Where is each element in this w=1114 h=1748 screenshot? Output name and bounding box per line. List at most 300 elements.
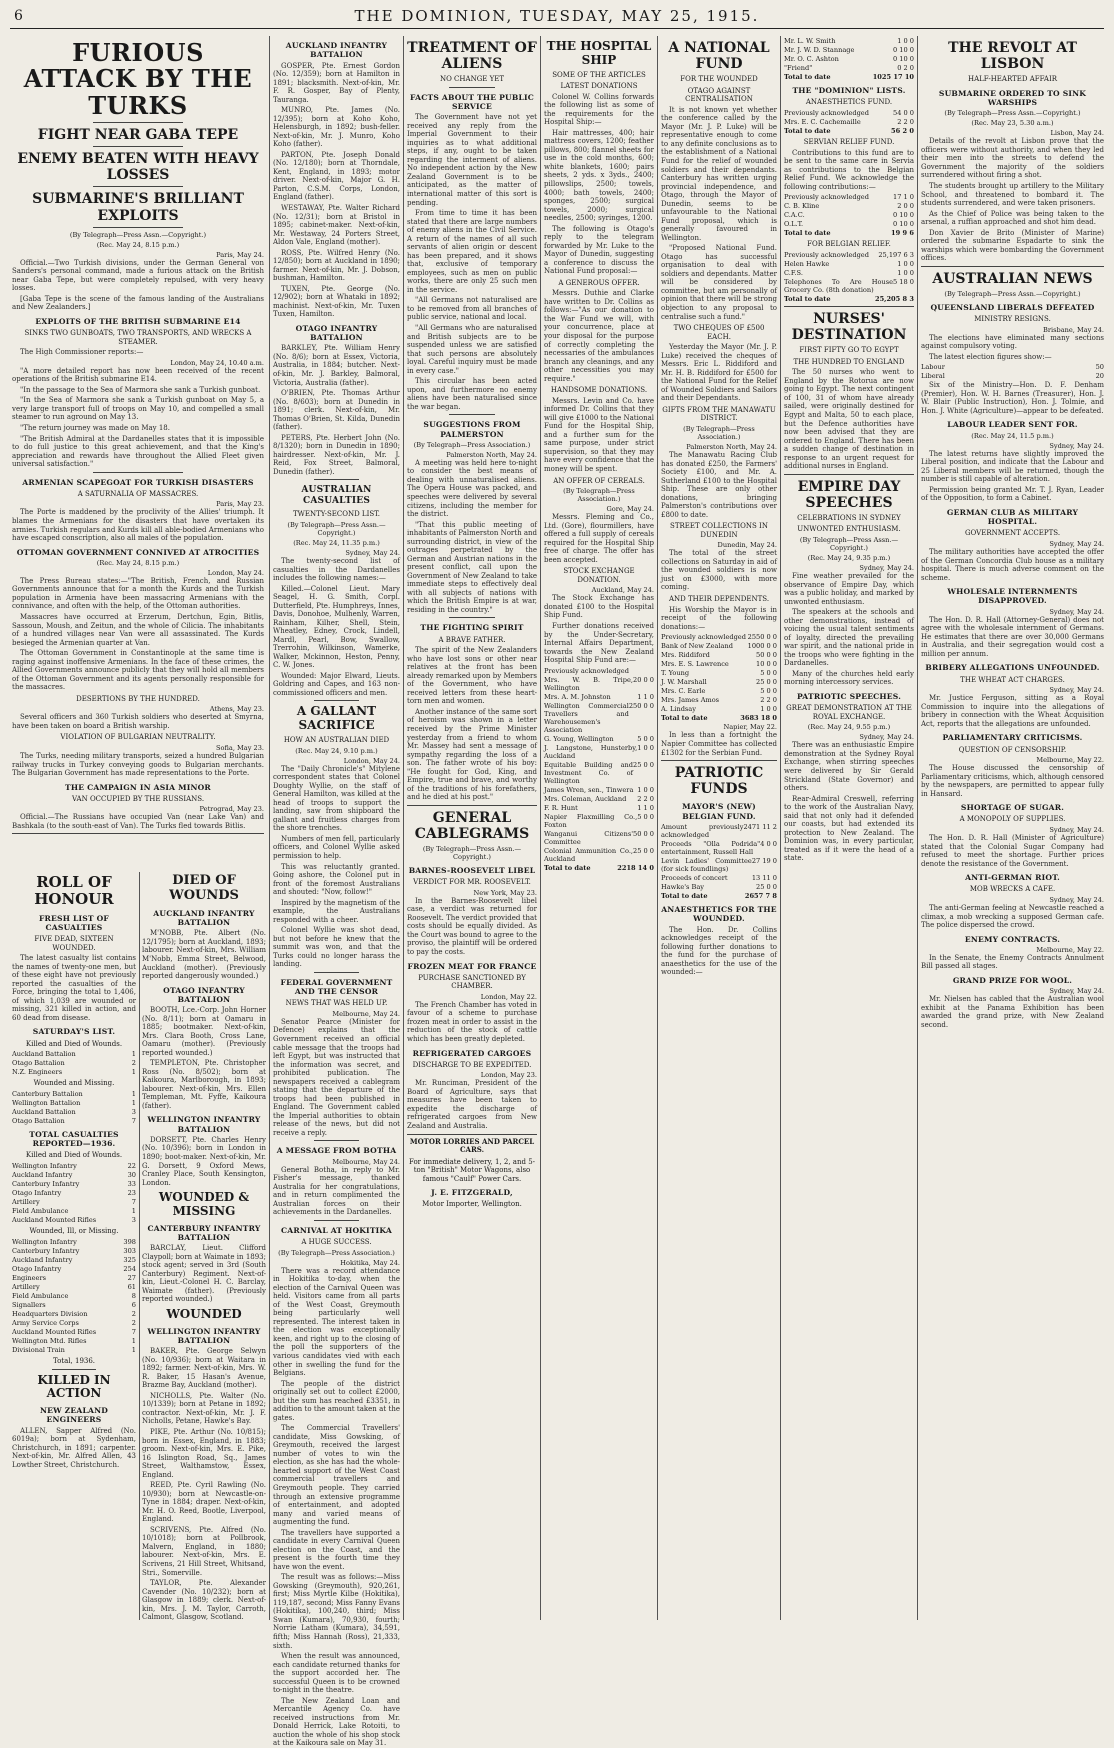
article-paragraph: The anti-German feeling at Newcastle reached a climax, a mob wrecking a supposed German cafe. The police dispersed the crowd. bbox=[921, 903, 1104, 930]
article-paragraph: Inspired by the magnetism of the example, the Australians responded with a cheer. bbox=[273, 898, 400, 924]
article-paragraph: "In the passage to the Sea of Marmora she sank a Turkish gunboat. bbox=[20, 385, 261, 394]
article-paragraph: Don Xavier de Brito (Minister of Marine) ordered the submarine Espadarte to sink the warships which were bombarding the Government offices. bbox=[921, 228, 1104, 263]
list-label: Field Ambulance bbox=[12, 1291, 69, 1300]
list-row bbox=[544, 744, 654, 760]
list-row bbox=[12, 1171, 136, 1179]
section-subheading: OTAGO AGAINST CENTRALISATION bbox=[685, 86, 753, 104]
section-subheading: GOVERNMENT ACCEPTS. bbox=[964, 529, 1061, 538]
list-value: 2 bbox=[131, 1059, 136, 1068]
article-paragraph: NICHOLLS, Pte. Walter (No. 10/1339); born at Petane in 1892; contractor. Next-of-kin, Mr. J. F. Nicholls, Petane, Hawke's Bay. bbox=[142, 1391, 266, 1426]
dateline: London, May 23. bbox=[480, 1071, 537, 1080]
article-paragraph: The military authorities have accepted the offer of the German Concordia Club house as a military hospital. There is much adverse comment on the scheme. bbox=[921, 548, 1104, 582]
column-rule bbox=[540, 36, 541, 1620]
article-paragraph: The House discussed the censorship of Parliamentary criticisms, which, although censored by the newspapers, are permitted to appear fully in Hansard. bbox=[921, 764, 1104, 798]
article-paragraph: "A more detailed report has now been received of the recent operations of the British submarine E14. bbox=[12, 366, 264, 384]
list-row bbox=[12, 1247, 136, 1255]
dateline: Paris, May 23. bbox=[216, 500, 264, 509]
dateline: London, May 24, 10.40 a.m. bbox=[170, 358, 264, 367]
list-subheading: Killed and Died of Wounds. bbox=[25, 1151, 123, 1160]
list-value: 20 0 0 bbox=[633, 675, 654, 684]
dateline: Melbourne, May 24. bbox=[332, 1157, 400, 1166]
credit-line: (By Telegraph—Press Association.) bbox=[413, 440, 531, 449]
section-heading: EXPLOITS OF THE BRITISH SUBMARINE E14 bbox=[35, 316, 241, 326]
article-paragraph: The Stock Exchange has donated £100 to the Hospital Ship Fund. bbox=[544, 594, 654, 620]
section-subheading: SOME OF THE ARTICLES bbox=[552, 70, 646, 79]
article-paragraph: BARCLAY, Lieut. Clifford Claypoll; born at Waimate in 1893; stock agent; served in 3rd (South Canterbury) Regiment. Next-of-kin, Lieut.-Colonel H. C. Barclay, Waimate (father). (Previously reported wounded.) bbox=[142, 1244, 266, 1304]
column-roll-of-honour bbox=[12, 870, 136, 1622]
section-heading: AUSTRALIAN CASUALTIES bbox=[301, 485, 372, 507]
article-paragraph: Many of the churches held early morning intercessory services. bbox=[784, 669, 914, 687]
list-row bbox=[12, 1090, 136, 1098]
section-heading: PATRIOTIC FUNDS bbox=[674, 765, 764, 798]
total-label: Total to date bbox=[661, 892, 708, 900]
list-item bbox=[544, 667, 654, 675]
article-paragraph: The speakers at the schools and other demonstrations, instead of voicing the usual talent sentiments of loyalty, directed the prevailing war spirit, and the national pride in the troops who were fighting in the Dardanelles. bbox=[784, 608, 914, 668]
election-list bbox=[921, 363, 1104, 380]
section-subheading: NO CHANGE YET bbox=[439, 75, 505, 84]
list-row bbox=[12, 1059, 136, 1067]
list-label: Auckland Infantry bbox=[12, 1170, 73, 1179]
list-label: Proceeds "Olla Podrida" entertainment, Russell Hall bbox=[661, 839, 761, 856]
donation-list bbox=[784, 251, 914, 294]
list-value: 303 bbox=[123, 1246, 136, 1255]
list-row bbox=[12, 1292, 136, 1300]
article-paragraph: As the Chief of Police was being taken to the arsenal, a ruffian approached and shot him dead. bbox=[921, 209, 1104, 227]
article-paragraph: PIKE, Pte. Arthur (No. 10/815); born in Essex, England, in 1883; groom. Next-of-kin, Mrs. E. Pike, 16 Islington Road, Sq., James Street, Walthamstow, Essex, England. bbox=[142, 1428, 266, 1479]
list-value: 1 bbox=[131, 1346, 136, 1354]
list-label: Headquarters Division bbox=[12, 1309, 88, 1318]
list-label: Auckland Mounted Rifles bbox=[12, 1327, 97, 1336]
list-row bbox=[661, 883, 777, 891]
list-value: 254 bbox=[123, 1264, 136, 1273]
section-subheading: MINISTRY RESIGNS. bbox=[974, 315, 1051, 324]
list-label: Helen Hawke bbox=[784, 259, 830, 268]
list-value: 1 bbox=[131, 1098, 136, 1107]
list-label: Proceeds of concert bbox=[661, 873, 728, 882]
received-line: (Rec. May 24, 8.15 p.m.) bbox=[96, 240, 180, 249]
dateline: Petrograd, May 23. bbox=[199, 805, 264, 814]
article-paragraph: In less than a fortnight the Napier Committee has collected £1302 for the Serbian Fund. bbox=[661, 731, 777, 757]
dateline: Athens, May 23. bbox=[209, 705, 264, 714]
list-row bbox=[784, 55, 914, 63]
article-paragraph: BOOTH, Lce.-Corp. John Horner (No. 8/11); born at Oamaru in 1885; bootmaker. Next-of-kin, Mrs. Clara Booth, Cross Lane, Oamaru (mother). (Previously reported wounded.) bbox=[142, 1006, 266, 1057]
article-paragraph: "In the Sea of Marmora she sank a Turkish gunboat on May 5, a very large transport full of troops on May 10, and compelled a small steamer to run aground on May 13. bbox=[12, 396, 264, 422]
list-label: Bank of New Zealand bbox=[661, 642, 733, 651]
list-row bbox=[784, 278, 914, 294]
received-line: (Rec. May 23, 5.30 a.m.) bbox=[971, 119, 1054, 128]
dateline: Auckland, May 24. bbox=[591, 586, 654, 595]
list-value: 27 bbox=[127, 1273, 136, 1282]
list-value: 1 0 0 bbox=[897, 268, 914, 277]
list-value: 2 bbox=[131, 1309, 136, 1318]
article-paragraph: The Government have not yet received any reply from the Imperial Government to their inquiries as to what additional steps, if any, ought to be taken regarding the interment of aliens. No independent action by the New Zealand Government is to be anticipated, as the matter of international matter of this sort is pending. bbox=[407, 113, 537, 207]
section-subheading: HANDSOME DONATIONS. bbox=[550, 386, 648, 395]
list-row bbox=[784, 37, 914, 45]
section-subheading: STREET COLLECTIONS IN DUNEDIN bbox=[670, 522, 768, 539]
article-paragraph: In the Senate, the Enemy Contracts Annulment Bill passed all stages. bbox=[921, 953, 1104, 971]
list-row bbox=[12, 1216, 136, 1224]
article-paragraph: Mr. Justice Ferguson, sitting as a Royal Commission to inquire into the allegations of bribery in connection with the Wheat Acquisition Act, reports that the allegations are unfounded. bbox=[921, 694, 1104, 728]
section-heading: THE HOSPITAL SHIP bbox=[546, 39, 652, 67]
newspaper-title: THE DOMINION, TUESDAY, MAY 25, 1915. bbox=[354, 7, 760, 25]
section-subheading: HALF-HEARTED AFFAIR bbox=[967, 75, 1057, 84]
list-value: 0 2 0 bbox=[897, 64, 914, 73]
list-row bbox=[12, 1310, 136, 1318]
dateline: London, May 24. bbox=[343, 756, 400, 765]
article-paragraph: The Hon. D. R. Hall (Minister of Agriculture) stated that the Colonial Sugar Company had refused to meet the shortage. Further prices denote the resistance of the Government. bbox=[921, 834, 1104, 868]
article-paragraph: PARTON, Pte. Joseph Donald (No. 12/180); born at Thorndale, Kent, England, in 1893; motor driver. Next-of-kin, Major G. H. Parton, C.S.M. Corps, London, England (father). bbox=[273, 150, 400, 202]
list-row bbox=[544, 735, 654, 743]
list-label: Wellington Commercial Travellers and Warehousemen's Association bbox=[544, 701, 629, 734]
article-paragraph: WESTAWAY, Pte. Walter Richard (No. 12/31); born at Bristol in 1895; cabinet-maker. Next-of-kin, Mr. Westaway, 24 Porters Street, Aldon Vale, England (mother). bbox=[273, 204, 400, 247]
list-value: 23 bbox=[127, 1188, 136, 1197]
section-subheading: AND THEIR DEPENDENTS. bbox=[668, 595, 770, 603]
total-value: 2657 7 8 bbox=[744, 892, 777, 900]
dateline: London, May 22. bbox=[480, 992, 537, 1001]
list-row bbox=[544, 702, 654, 734]
article-paragraph: From time to time it has been stated that there are large numbers of enemy aliens in the Civil Service. A return of the names of all such servants of alien origin or descent has been prepared, and it shows that, exclusive of temporary employees, such as men on public works, there are only 25 such men in the service. bbox=[407, 209, 537, 294]
list-value: 1 0 0 bbox=[897, 37, 914, 45]
list-row bbox=[784, 46, 914, 54]
total-line: Total, 1936. bbox=[52, 1357, 96, 1366]
list-value: 1 1 0 bbox=[637, 804, 654, 813]
advertisement-name: J. E. FITZGERALD, bbox=[431, 1188, 513, 1198]
list-value: 0 10 0 bbox=[893, 55, 914, 64]
article-paragraph: BARKLEY, Pte. William Henry (No. 8/6); born at Essex, Victoria, Australia, in 1884; butcher. Next-of-kin, Mr. J. Barkley, Balmoral, Victoria, Australia (father). bbox=[273, 344, 400, 387]
section-subheading: FIVE DEAD, SIXTEEN WOUNDED. bbox=[34, 935, 114, 952]
list-label: T. Young bbox=[661, 669, 690, 678]
list-row bbox=[12, 1180, 136, 1188]
article-paragraph: There was an enthusiastic Empire demonstration at the Sydney Royal Exchange, when stirring speeches were delivered by Sir Gerald Strickland (State Governor) and others. bbox=[784, 741, 914, 793]
list-value: 1000 0 0 bbox=[747, 642, 777, 651]
list-row bbox=[661, 874, 777, 882]
list-label: Wellington Infantry bbox=[12, 1237, 77, 1246]
list-value: 50 bbox=[1095, 363, 1104, 372]
article-paragraph: His Worship the Mayor is in receipt of the following donations:— bbox=[661, 605, 777, 631]
article-paragraph: Senator Pearce (Minister for Defence) explains that the Government received an official cable message that the troops had left Egypt, but was instructed that the information was secret, and prohibited publication. The newspapers received a cablegram stating that the departure of the troops had been published in England. The Government cabled the Imperial authorities to obtain release of the news, but did not receive a reply. bbox=[273, 1017, 400, 1137]
list-label: Previously acknowledged bbox=[661, 633, 746, 642]
list-row bbox=[661, 840, 777, 856]
dateline: Palmerston North, May 24. bbox=[446, 450, 537, 459]
article-paragraph: The students brought up artillery to the Military School, and threatened to bombard it. The students surrendered, and were taken prisoners. bbox=[921, 181, 1104, 208]
article-paragraph: When the result was announced, each candidate returned thanks for the support accorded her. The successful Queen is to be crowned to-night in the theatre. bbox=[273, 1652, 400, 1695]
article-paragraph: The result was as follows:—Miss Gowsking (Greymouth), 920,261, first; Miss Myrtle Kilbe (Hokitika), 119,187, second; Miss Fanny Evans (Hokitika), 100,240, third; Miss Swan (Kumara), 70,930, fourth; Norrie Latham (Kumara), 34,591, fifth; Miss Hannah (Ross), 21,333, sixth. bbox=[273, 1573, 400, 1650]
article-paragraph: Colonel W. Collins forwards the following list as some of the requirements for the Hospital Ship:— bbox=[544, 92, 654, 127]
list-label: Mrs. E. C. Cachemaille bbox=[784, 117, 861, 126]
article-paragraph: There was a record attendance in Hokitika to-day, when the election of the Carnival Queen was held. Visitors came from all parts of the West Coast, Greymouth being particularly well represented. The interest taken in the election was exceptionally keen, and right up to the closing of the poll the supporters of the various candidates vied with each other in swelling the fund for the Belgians. bbox=[273, 1266, 400, 1378]
dateline: Paris, May 24. bbox=[216, 250, 264, 259]
list-label: Wellington Infantry bbox=[12, 1161, 77, 1170]
list-label: Wellington Battalion bbox=[12, 1098, 81, 1107]
list-value: 1 0 0 bbox=[897, 259, 914, 268]
section-subheading: STOCK EXCHANGE DONATION. bbox=[563, 567, 635, 584]
list-label: Artillery bbox=[12, 1198, 40, 1206]
list-row bbox=[784, 269, 914, 277]
list-row bbox=[784, 193, 914, 201]
article-paragraph: Wounded: Major Elward, Lieuts. Goldring and Capes, and 163 non-commissioned officers and men. bbox=[273, 671, 400, 697]
list-subheading: Wounded and Missing. bbox=[33, 1079, 115, 1088]
list-label: Wellington Mtd. Rifles bbox=[12, 1336, 87, 1345]
section-subheading: GRAND PRIZE FOR WOOL. bbox=[952, 975, 1073, 985]
total-label: Total to date bbox=[784, 295, 831, 304]
section-heading: CARNIVAL AT HOKITIKA bbox=[280, 1225, 393, 1235]
casualty-list bbox=[12, 1050, 136, 1076]
section-subheading: WHOLESALE INTERNMENTS DISAPPROVED. bbox=[947, 587, 1078, 606]
total-row bbox=[544, 864, 654, 872]
dateline: Gore, May 24. bbox=[606, 505, 654, 514]
donation-list bbox=[784, 193, 914, 228]
list-row bbox=[661, 642, 777, 650]
section-subheading: DISCHARGE TO BE EXPEDITED. bbox=[412, 1060, 532, 1069]
article-paragraph: The latest election figures show:— bbox=[929, 352, 1052, 361]
list-label: N.Z. Engineers bbox=[12, 1068, 63, 1077]
article-paragraph: SCRIVENS, Pte. Alfred (No. 10/1018); born at Pollbrook, Malvern, England, in 1880; labourer. Next-of-kin, Mrs. E. Scrivens, 21 Hill Street, Whitsand, Stri., Somerville. bbox=[142, 1525, 266, 1577]
article-paragraph: Numbers of men fell, particularly officers, and Colonel Wyllie asked permission to help. bbox=[273, 834, 400, 860]
section-heading: THE REVOLT AT LISBON bbox=[948, 40, 1077, 73]
total-value: 56 2 0 bbox=[891, 127, 914, 135]
column-aliens bbox=[407, 36, 537, 1622]
article-paragraph: Colonel Wyllie was shot dead, but not before he knew that the summit was won, and that the Turks could no longer harass the landing. bbox=[273, 926, 400, 969]
list-row bbox=[12, 1189, 136, 1197]
list-value: 5 0 0 bbox=[637, 734, 654, 743]
article-paragraph: The latest casualty list contains the names of twenty-one men, but of these eight have not previously reported the casualties of the Force, bringing the total to 1,406, of which 1,039 are wounded or missing, 321 killed in action, and 60 dead from disease. bbox=[12, 954, 136, 1022]
list-value: 398 bbox=[123, 1237, 136, 1246]
article-paragraph: Contributions to this fund are to be sent to the same care in Servia as contributions to the Belgian Relief Fund. We acknowledge the following contributions:— bbox=[784, 148, 914, 191]
section-subheading: A HUGE SUCCESS. bbox=[301, 1238, 372, 1247]
list-label: Auckland Infantry bbox=[12, 1255, 73, 1264]
list-row bbox=[544, 813, 654, 829]
list-row bbox=[12, 1301, 136, 1309]
article-paragraph: The Hon. D. R. Hall (Attorney-General) does not agree with the wholesale internment of Germans. He estimates that there are over 30,000 Germans in Australia, and their segregation would cost a million per annum. bbox=[921, 615, 1104, 658]
article-paragraph: GOSPER, Pte. Ernest Gordon (No. 12/359); born at Hamilton in 1891; blacksmith. Next-of-kin, Mr. F. R. Gosper, Bay of Plenty, Tauranga. bbox=[273, 61, 400, 104]
page-number: 6 bbox=[14, 8, 23, 24]
total-value: 2218 14 0 bbox=[617, 864, 654, 873]
list-value: 1 bbox=[131, 1068, 136, 1077]
credit-line: (By Telegraph—Press Assn.—Copyright.) bbox=[944, 109, 1081, 118]
list-label: Mrs. C. Earle bbox=[661, 687, 706, 696]
dateline: Dunedin, May 24. bbox=[717, 541, 777, 550]
article-paragraph: Messrs. Fleming and Co., Ltd. (Gore), flourmillers, have offered a full supply of cereals required for the Hospital Ship free of charge. The offer has been accepted. bbox=[544, 513, 654, 564]
list-heading: SATURDAY'S LIST. bbox=[32, 1027, 116, 1037]
section-heading: SUGGESTIONS FROM PALMERSTON bbox=[423, 420, 521, 439]
section-heading: KILLED IN ACTION bbox=[37, 1372, 111, 1401]
list-row bbox=[12, 1068, 136, 1076]
section-subheading: WELLINGTON INFANTRY BATTALION bbox=[147, 1115, 261, 1134]
list-subheading: Wounded, Ill, or Missing. bbox=[29, 1227, 119, 1236]
credit-line: (By Telegraph—Press Assn.—Copyright.) bbox=[422, 844, 522, 861]
list-row bbox=[784, 211, 914, 219]
list-label: C.A.C. bbox=[784, 211, 805, 220]
list-label: Engineers bbox=[12, 1273, 46, 1282]
credit-line: (By Telegraph—Press Association.) bbox=[278, 1248, 395, 1257]
list-label: Levin Ladies' Committee (for sick foundlings) bbox=[661, 856, 752, 873]
received-line: (Rec. May 24, 11.5 p.m.) bbox=[971, 431, 1054, 440]
article-paragraph: DORSETT, Pte. Charles Henry (No. 10/396); born in London in 1890; boot-maker. Next-of-kin, Mr. G. Dorsett, 9 Oxford Mews, Cranley Place, South Kensington, London. bbox=[142, 1135, 266, 1187]
list-value: 30 bbox=[127, 1170, 136, 1179]
total-value: 19 9 6 bbox=[891, 229, 914, 238]
list-label: Canterbury Infantry bbox=[12, 1179, 80, 1188]
list-value: 5 0 0 bbox=[760, 669, 777, 678]
article-paragraph: Killed.—Colonel Lieut. Mary Seagel, H. G. Smith, Corpl. Dutterfield, Pte. Humphreys, Innes, Davis, Donohoe, Mulhenly, Warren, Rainham, Kilher, Shell, Stein, Wheatley, Edney, Crock, Lindell, Mardl, Pearl, Bow, Swallow, Trerrohin, Wilkinson, Wamerke, Walker, Mckinnon, Heston, Penny, C. W. Jones. bbox=[273, 584, 400, 670]
dateline: Sofia, May 23. bbox=[216, 743, 264, 752]
article-paragraph: The Hon. Dr. Collins acknowledges receipt of the following further donations to the fund for the purchase of anaesthetics for the use of the wounded:— bbox=[661, 925, 777, 977]
list-row bbox=[544, 830, 654, 846]
article-paragraph: Official.—Two Turkish divisions, under the German General von Sanders's personal command, made a furious attack on the British near Gaba Tepe, but were completely repulsed, with very heavy losses. bbox=[12, 258, 264, 293]
column-rule bbox=[657, 36, 658, 1620]
article-paragraph: The 50 nurses who went to England by the Rotorua are now going to Egypt. The next contingent of 100, 31 of whom have already sailed, were originally destined for Egypt and Malta, 50 to each place, but the Defence authorities have now been advised that they are ordered to England. There has been a sudden change of destination in response to an urgent request for additional nurses in England. bbox=[784, 368, 914, 471]
list-label: James Wren, sen., Tinwera bbox=[544, 786, 634, 795]
section-subheading: MAYOR'S (NEW) BELGIAN FUND. bbox=[682, 802, 756, 821]
list-value: 13 11 0 bbox=[751, 873, 777, 882]
section-heading: A NATIONAL FUND bbox=[668, 40, 770, 73]
article-paragraph: The "Daily Chronicle's" Mitylene correspondent states that Colonel Doughty Wyllie, on the staff of General Hamilton, was killed at the head of troops to support the landing, saw from shipboard the gallant and fruitless charges from the shore trenches. bbox=[273, 764, 400, 833]
list-value: 1 1 0 bbox=[637, 692, 654, 701]
dateline: Sydney, May 24. bbox=[1049, 895, 1104, 904]
advertisement-text: For immediate delivery, 1, 2, and 5-ton "British" Motor Wagons, also famous "Caulf" Power Cars. bbox=[408, 1157, 536, 1183]
section-subheading: PURCHASE SANCTIONED BY CHAMBER. bbox=[418, 973, 526, 991]
article-paragraph: PETERS, Pte. Herbert John (No. 8/1320); born in Dunedin in 1890; hairdresser. Next-of-kin, Mr. J. Reid, Fox Street, Balmoral, Dunedin (father). bbox=[273, 433, 400, 476]
list-row bbox=[12, 1337, 136, 1345]
list-label: J. Langstone, Hunsterby, Auckland bbox=[544, 743, 638, 760]
list-label: Otago Infantry bbox=[12, 1264, 62, 1273]
list-label: Previously acknowledged bbox=[784, 108, 869, 117]
list-value: 250 0 0 bbox=[628, 701, 654, 710]
list-row bbox=[544, 676, 654, 692]
article-paragraph: BAKER, Pte. George Selwyn (No. 10/936); born at Waitara in 1892; farmer. Next-of-kin, Mrs. W. R. Baker, 15 Hasan's Avenue, Brazme Bay, Auckland (mother). bbox=[142, 1347, 266, 1390]
credit-line: (By Telegraph—Press Association.) bbox=[683, 424, 755, 441]
article-paragraph: Further donations received by the Under-Secretary, Internal Affairs Department, towards the New Zealand Hospital Ship Fund are:— bbox=[544, 622, 654, 665]
list-row bbox=[544, 795, 654, 803]
section-heading: EMPIRE DAY SPEECHES bbox=[797, 478, 901, 511]
list-label: Mrs. E. S. Lawrence bbox=[661, 660, 729, 669]
dateline: Sydney, May 24. bbox=[859, 733, 914, 742]
article-paragraph: The Press Bureau states:—"The British, French, and Russian Governments announce that for a month the Kurds and the Turkish population in Armenia have been massacring Armenians with the connivance, and often with the help, of the Ottoman authorities. bbox=[12, 576, 264, 611]
article-paragraph: The Ottoman Government in Constantinople at the same time is raging against inoffensive Armenians. In the face of these crimes, the Allied Governments announce publicly that they will hold all members of the Ottoman Government and its agents personally responsible for the massacres. bbox=[12, 649, 264, 692]
article-paragraph: Six of the Ministry—Hon. D. F. Denham (Premier), Hon. W. H. Barnes (Treasurer), Hon. J. W. Blair (Public Instruction), Hon. J. Tolmie, and Hon. J. White (Agriculture)—appear to be defeated. bbox=[921, 381, 1104, 415]
list-value: 25,197 6 3 bbox=[878, 250, 914, 259]
list-row bbox=[544, 761, 654, 785]
dateline: London, May 24. bbox=[207, 568, 264, 577]
casualty-list bbox=[12, 1162, 136, 1224]
list-row bbox=[921, 372, 1104, 380]
list-row bbox=[12, 1108, 136, 1116]
dateline: Sydney, May 24. bbox=[345, 548, 400, 557]
list-value: 33 bbox=[127, 1179, 136, 1188]
list-label: Otago Battalion bbox=[12, 1059, 65, 1068]
list-row bbox=[12, 1050, 136, 1058]
section-subheading: TWENTY-SECOND LIST. bbox=[292, 510, 381, 519]
article-paragraph: The spirit of the New Zealanders who have lost sons or other near relatives at the front has been already remarked upon by Members of the Government, who have received letters from these heart-torn men and women. bbox=[407, 646, 537, 706]
list-label: Mrs. W. B. Tripe, Wellington bbox=[544, 675, 634, 692]
donation-list bbox=[661, 633, 777, 713]
list-row bbox=[661, 823, 777, 839]
list-value: 27 19 0 bbox=[751, 856, 777, 865]
list-value: 7 bbox=[131, 1327, 136, 1336]
list-label: Mrs. A. M. Johnston bbox=[544, 692, 611, 701]
total-row bbox=[784, 127, 914, 135]
article-paragraph: The Commercial Travellers' candidate, Miss Gowsking, of Greymouth, received the largest number of votes to win the election, as she has had the whole-hearted support of the West Coast commercial travellers and Greymouth people. They carried through an extensive programme of entertainment, and adopted many and varied means of augmenting the fund. bbox=[273, 1424, 400, 1527]
article-paragraph: General Botha, in reply to Mr. Fisher's message, thanked Australia for her congratulations, and in return complimented the Australian forces on their achievements in the Dardanelles. bbox=[273, 1165, 400, 1217]
list-value: 7 bbox=[131, 1198, 136, 1206]
list-value: 50 0 0 bbox=[756, 651, 777, 660]
total-row bbox=[661, 892, 777, 900]
list-row bbox=[661, 633, 777, 641]
dateline: Napier, May 22. bbox=[723, 723, 777, 732]
section-heading: AUCKLAND INFANTRY BATTALION bbox=[285, 41, 388, 60]
list-label: C.F.S. bbox=[784, 268, 803, 277]
list-label: Artillery bbox=[12, 1282, 40, 1291]
list-row bbox=[12, 1319, 136, 1327]
total-row bbox=[661, 714, 777, 722]
section-subheading: SUBMARINE ORDERED TO SINK WARSHIPS bbox=[938, 88, 1087, 107]
credit-line: (By Telegraph—Press Assn.—Copyright.) bbox=[287, 520, 386, 537]
section-subheading: GIFTS FROM THE MANAWATU DISTRICT. bbox=[662, 405, 776, 423]
list-label: Labour bbox=[921, 363, 945, 372]
list-value: 1 0 0 bbox=[760, 705, 777, 714]
article-paragraph: ROSS, Pte. Wilfred Henry (No. 12/850); born at Auckland in 1890; farmer. Next-of-kin, Mr. J. Dobson, bushman, Hamilton. bbox=[273, 248, 400, 283]
list-row bbox=[544, 847, 654, 863]
article-paragraph: The Manawatu Racing Club has donated £250, the Farmers' Society £100, and Mr. A. Sutherland £100 to the Hospital Ship. These are only other donations, bringing Palmerston's contributions over £800 to date. bbox=[661, 451, 777, 519]
section-heading: NURSES' DESTINATION bbox=[791, 311, 907, 344]
article-paragraph: The French Chamber has voted in favour of a scheme to purchase frozen meat in order to assist in the reduction of the stock of cattle which has been greatly depleted. bbox=[407, 1000, 537, 1043]
list-row bbox=[784, 251, 914, 259]
article-paragraph: TEMPLETON, Pte. Christopher Ross (No. 8/502); born at Kaikoura, Marlborough, in 1893; labourer. Next-of-kin, Mrs. Ellen Templeman, Mt. Fyffe, Kaikoura (father). bbox=[142, 1059, 266, 1110]
total-value: 25,205 8 3 bbox=[874, 295, 914, 304]
list-row bbox=[12, 1346, 136, 1354]
article-paragraph: Permission being granted Mr. T. J. Ryan, Leader of the Opposition, to form a Cabinet. bbox=[921, 485, 1104, 503]
credit-line: (By Telegraph—Press Association.) bbox=[563, 487, 635, 504]
article-paragraph: "Proposed National Fund. Otago has successful organisation to deal with soldiers and dependants. Matter will be considered by committee, but am personally of opinion that there will be strong objection to any proposal to centralise such a fund." bbox=[661, 244, 777, 321]
column-rule bbox=[139, 872, 140, 1620]
list-value: 1 bbox=[131, 1089, 136, 1098]
list-row bbox=[544, 786, 654, 794]
list-row bbox=[784, 118, 914, 126]
column-revolt-lisbon bbox=[921, 36, 1104, 1622]
article-paragraph: "The return journey was made on May 18. bbox=[20, 423, 170, 432]
section-subheading: THE WHEAT ACT CHARGES. bbox=[960, 675, 1065, 684]
dateline: Palmerston North, May 24. bbox=[686, 442, 777, 451]
dateline: Brisbane, May 24. bbox=[1043, 325, 1104, 334]
article-paragraph: Massacres have occurred at Erzerum, Dertchun, Egin, Bitlis, Sassoun, Moush, and Zeitun, and the whole of Cilicia. The inhabitants of a hundred villages near Van were all assassinated. The Kurds besieged the Armenian quarter at Van. bbox=[12, 613, 264, 647]
column-rule bbox=[269, 36, 270, 1620]
list-label: J. W. Marshall bbox=[661, 678, 707, 687]
section-subheading: NEWS THAT WAS HELD UP. bbox=[285, 999, 388, 1008]
list-row bbox=[12, 1207, 136, 1215]
list-value: 1 bbox=[131, 1050, 136, 1059]
list-row bbox=[784, 109, 914, 117]
section-subheading: TWO CHEQUES OF £500 EACH. bbox=[673, 324, 765, 341]
list-label: Otago Battalion bbox=[12, 1116, 65, 1125]
article-paragraph: Messrs. Levin and Co. have informed Dr. Collins that they will give £1000 to the National Fund for the Hospital Ship, and a further sum for the same purpose, under strict supervision, so that they may have every confidence that the money will be spent. bbox=[544, 396, 654, 473]
list-label: Auckland Mounted Rifles bbox=[12, 1216, 97, 1225]
section-subheading: ANTI-GERMAN RIOT. bbox=[965, 873, 1060, 883]
section-heading: OTTOMAN GOVERNMENT CONNIVED AT ATROCITIES bbox=[16, 547, 260, 557]
list-label: Telephones To Are House Grocery Co. (8th donation) bbox=[784, 278, 894, 295]
article-paragraph: TAYLOR, Pte. Alexander Cavender (No. 10/232); born at Glasgow in 1889; clerk. Next-of-kin, Mrs. J. M. Taylor, Carroth, Calmont, Glasgow, Scotland. bbox=[142, 1579, 266, 1622]
list-row bbox=[661, 669, 777, 677]
section-heading: THE "DOMINION" LISTS. bbox=[792, 86, 906, 96]
list-row bbox=[661, 705, 777, 713]
section-subheading: VIOLATION OF BULGARIAN NEUTRALITY. bbox=[60, 733, 216, 742]
list-value: 17 1 0 bbox=[893, 193, 914, 202]
section-heading: FROZEN MEAT FOR FRANCE bbox=[407, 961, 537, 971]
list-row bbox=[784, 260, 914, 268]
list-label: Equitable Building and Investment Co. of Wellington bbox=[544, 761, 634, 786]
section-subheading: AUCKLAND INFANTRY BATTALION bbox=[153, 908, 255, 928]
section-heading: REFRIGERATED CARGOES bbox=[412, 1048, 532, 1058]
section-heading: FRESH LIST OF CASUALTIES bbox=[38, 913, 110, 932]
list-row bbox=[12, 1117, 136, 1125]
